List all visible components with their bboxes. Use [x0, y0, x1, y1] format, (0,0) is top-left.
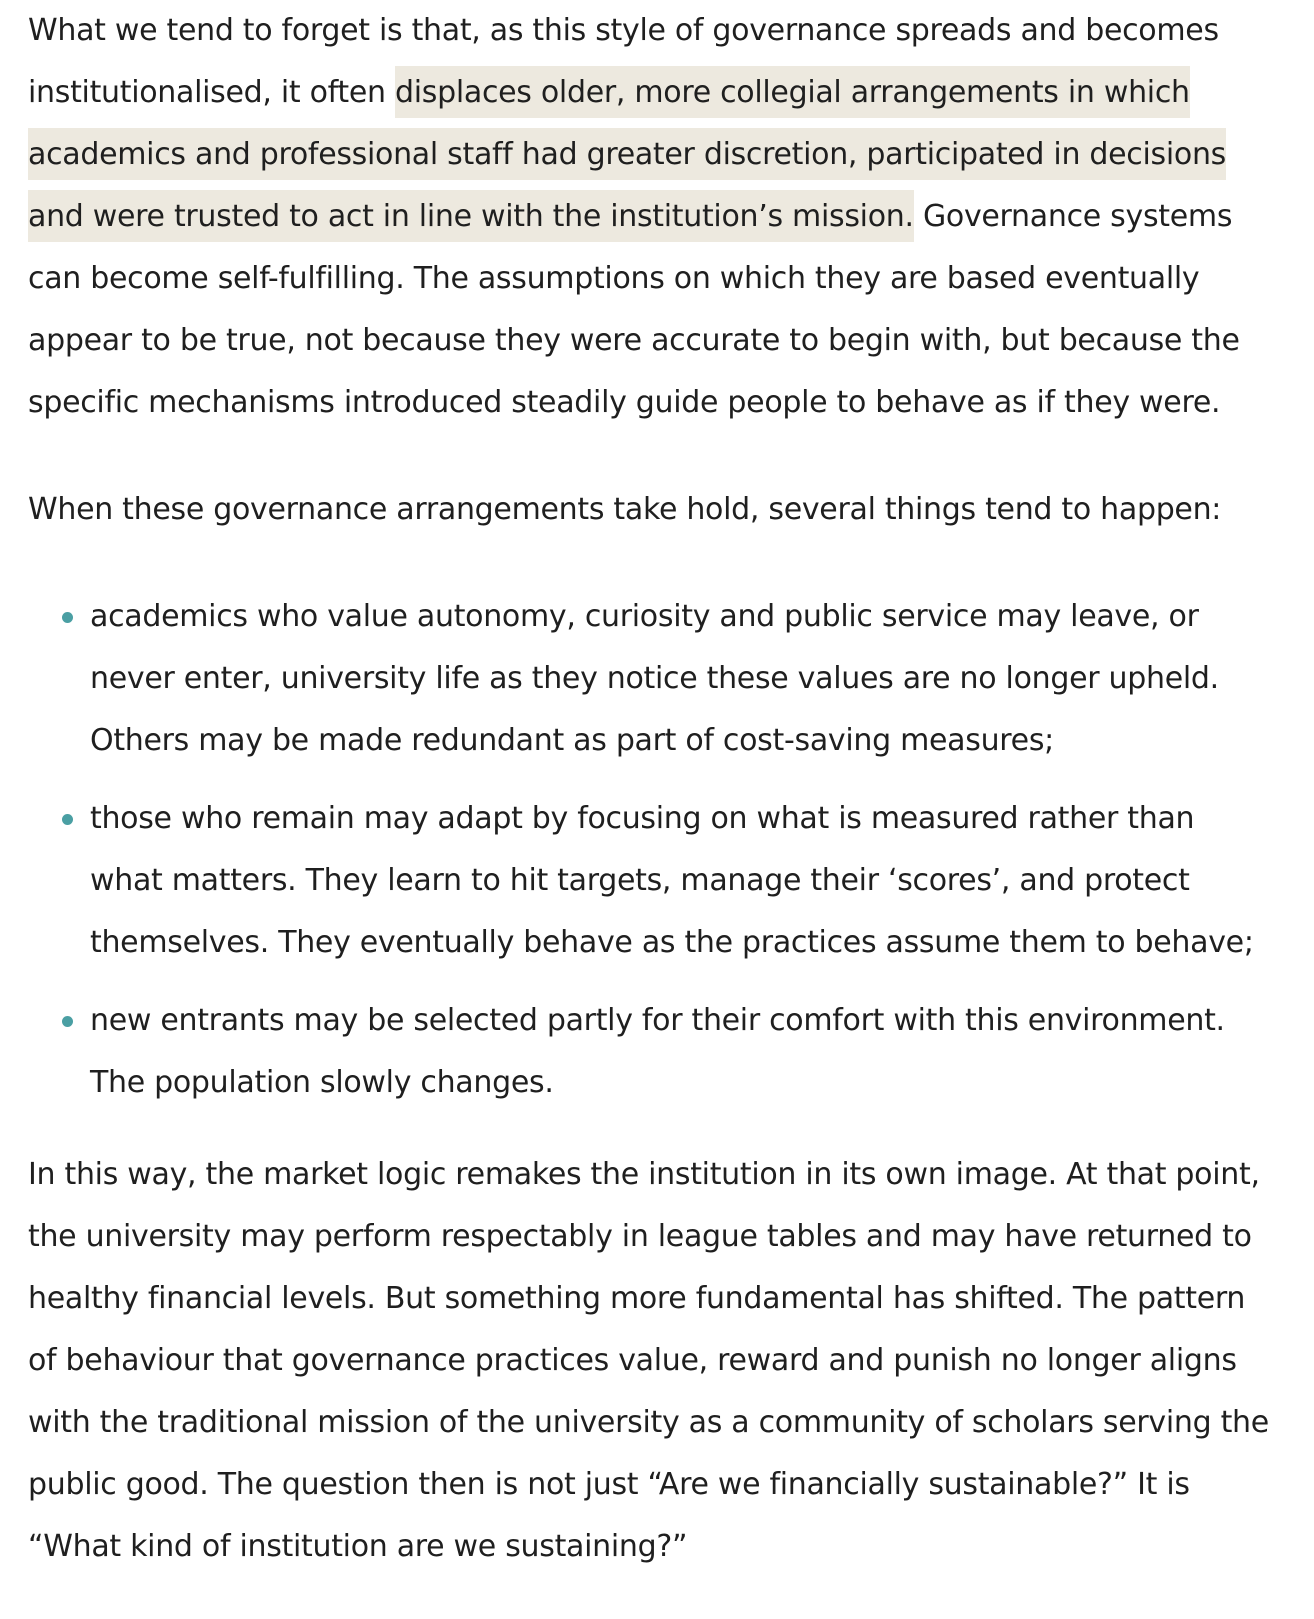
- list-item-text: those who remain may adapt by focusing on what is measured rather than what matters. They learn to hit targets, manage their ‘scores’, and protect themselves. They eventually behave as the practices assume them to behave;: [90, 801, 1254, 960]
- bullet-list: [28, 586, 1274, 1114]
- bullet-dot-icon: [62, 1016, 73, 1027]
- list-item: [90, 586, 1274, 772]
- list-item: [90, 788, 1274, 974]
- list-item-text: academics who value autonomy, curiosity and public service may leave, or never enter, university life as they notice these values are no longer upheld. Others may be made redundant as part of cost-saving measures;: [90, 599, 1219, 758]
- bullet-dot-icon: [62, 814, 73, 825]
- paragraph-list-intro: When these governance arrangements take hold, several things tend to happen:: [28, 492, 1222, 527]
- paragraph-conclusion: In this way, the market logic remakes the institution in its own image. At that point, the university may perform respectably in league tables and may have returned to healthy financial levels. But something more fundamental has shifted. The pattern of behaviour that governance practices value, reward and punish no longer aligns with the traditional mission of the university as a community of scholars serving the public good. The question then is not just “Are we financially sustainable?” It is “What kind of institution are we sustaining?”: [28, 1157, 1269, 1564]
- highlighted-text[interactable]: displaces older, more collegial arrangements in which academics and professional staff had greater discretion, participated in decisions and were trusted to act in line with the institution’s mission.: [28, 66, 1226, 242]
- paragraph-governance-intro: [28, 0, 1274, 434]
- list-item-text: new entrants may be selected partly for their comfort with this environment. The population slowly changes.: [90, 1003, 1225, 1100]
- bullet-dot-icon: [62, 612, 73, 623]
- list-item: [90, 990, 1274, 1114]
- paragraph-text: Governance systems can become self-fulfilling. The assumptions on which they are based eventually appear to be true, not because they were accurate to begin with, but because the specific mechanisms introduced steadily guide people to behave as if they were.: [28, 199, 1240, 420]
- paragraph-text: What we tend to forget is that, as this style of governance spreads and becomes institutionalised, it often: [28, 13, 1219, 110]
